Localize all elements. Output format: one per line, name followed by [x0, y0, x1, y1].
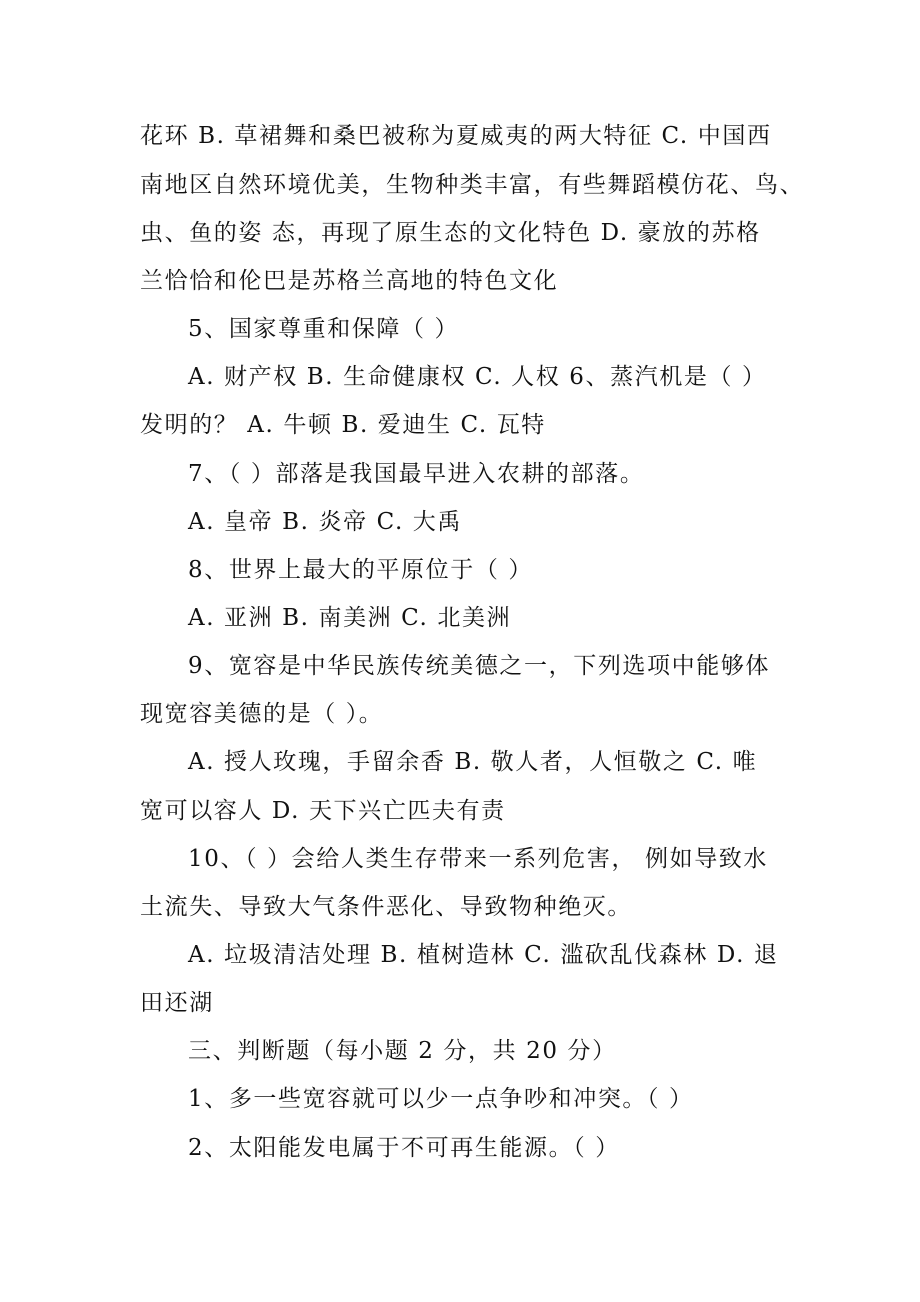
- section-heading: 三、判断题（每小题 2 分，共 20 分）: [188, 1038, 617, 1064]
- text-line: 虫、鱼的姿 态，再现了原生态的文化特色 D. 豪放的苏格: [140, 220, 761, 246]
- question-9: 9、宽容是中华民族传统美德之一，下列选项中能够体: [188, 653, 771, 679]
- question-6-options: 发明的？ A. 牛顿 B. 爱迪生 C. 瓦特: [140, 412, 546, 438]
- question-9-options-continued: 宽可以容人 D. 天下兴亡匹夫有责: [140, 798, 506, 824]
- question-10-options-continued: 田还湖: [140, 990, 214, 1016]
- question-10: 10、（ ）会给人类生存带来一系列危害， 例如导致水: [188, 846, 768, 872]
- question-8: 8、世界上最大的平原位于（ ）: [188, 557, 533, 583]
- question-9-continued: 现宽容美德的是（ ）。: [140, 701, 384, 727]
- question-7-options: A. 皇帝 B. 炎帝 C. 大禹: [188, 509, 462, 535]
- text-line: 南地区自然环境优美，生物种类丰富，有些舞蹈模仿花、鸟、: [140, 172, 805, 198]
- text-line: 兰恰恰和伦巴是苏格兰高地的特色文化: [140, 268, 559, 294]
- text-line: 花环 B. 草裙舞和桑巴被称为夏威夷的两大特征 C. 中国西: [140, 123, 772, 149]
- true-false-question-2: 2、太阳能发电属于不可再生能源。（ ）: [188, 1135, 620, 1161]
- question-5: 5、国家尊重和保障（ ）: [188, 316, 460, 342]
- question-8-options: A. 亚洲 B. 南美洲 C. 北美洲: [188, 605, 512, 631]
- true-false-question-1: 1、多一些宽容就可以少一点争吵和冲突。（ ）: [188, 1086, 694, 1112]
- question-7: 7、（ ）部落是我国最早进入农耕的部落。: [188, 461, 645, 487]
- question-5-options: A. 财产权 B. 生命健康权 C. 人权 6、蒸汽机是（ ）: [188, 364, 767, 390]
- question-10-options: A. 垃圾清洁处理 B. 植树造林 C. 滥砍乱伐森林 D. 退: [188, 942, 779, 968]
- question-10-continued: 土流失、导致大气条件恶化、导致物种绝灭。: [140, 894, 632, 920]
- question-9-options: A. 授人玫瑰，手留余香 B. 敬人者，人恒敬之 C. 唯: [188, 749, 758, 775]
